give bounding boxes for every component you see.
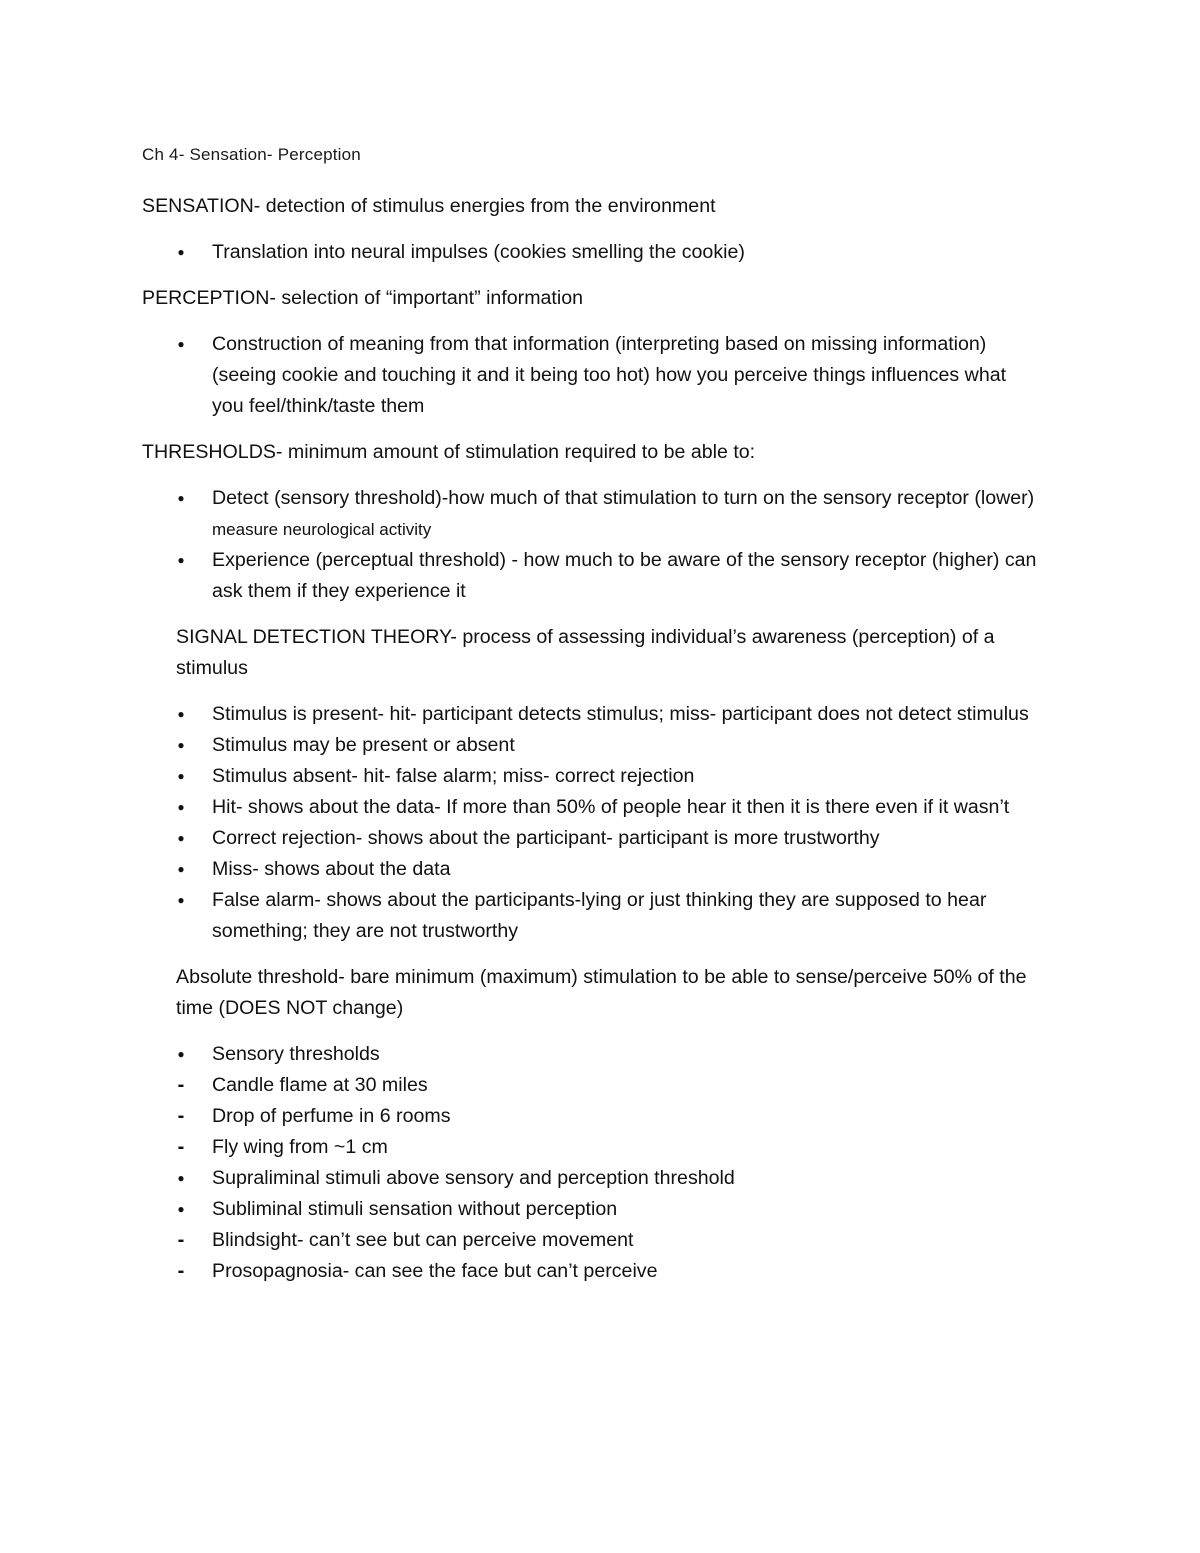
list-item-text: Experience (perceptual threshold) - how much to be aware of the sensory receptor (higher) can ask them if they experience it — [212, 549, 1037, 602]
list-item-text: Translation into neural impulses (cookies smelling the cookie) — [212, 241, 745, 263]
list-item-text: Construction of meaning from that information (interpreting based on missing information) (seeing cookie and touching it and it being too hot) how you perceive things influences what you feel/think/taste them — [212, 333, 1007, 417]
perception-definition: PERCEPTION- selection of “important” information — [142, 287, 584, 309]
list-item — [142, 823, 1042, 854]
list-item — [142, 237, 1042, 268]
bullet-icon — [171, 792, 191, 823]
absolute-threshold-definition: Absolute threshold- bare minimum (maximum) stimulation to be able to sense/perceive 50% of the time (DOES NOT change) — [176, 966, 1027, 1019]
list-item — [142, 1070, 1042, 1101]
bullet-icon — [171, 730, 191, 761]
bullet-icon — [171, 823, 191, 854]
dash-icon — [171, 1101, 191, 1132]
list-item — [142, 1194, 1042, 1225]
bullet-icon — [171, 885, 191, 916]
list-item — [142, 792, 1042, 823]
list-item — [142, 1039, 1042, 1070]
list-item — [142, 329, 1042, 422]
bullet-icon — [171, 1039, 191, 1070]
sensation-list — [142, 237, 1042, 268]
list-item-text: Prosopagnosia- can see the face but can’t perceive — [212, 1260, 658, 1282]
list-item-text: Subliminal stimuli sensation without perception — [212, 1198, 618, 1220]
list-item — [142, 1225, 1042, 1256]
list-item — [142, 483, 1042, 545]
bullet-icon — [171, 699, 191, 730]
list-item-text: Sensory thresholds — [212, 1043, 380, 1065]
bullet-icon — [171, 237, 191, 268]
list-item-text: Hit- shows about the data- If more than 50% of people hear it then it is there even if it wasn’t — [212, 796, 1010, 818]
list-item — [142, 1256, 1042, 1287]
list-item-text: Detect (sensory threshold)-how much of that stimulation to turn on the sensory receptor (lower) — [212, 487, 1035, 509]
bullet-icon — [171, 1194, 191, 1225]
list-item-text: Candle flame at 30 miles — [212, 1074, 428, 1096]
list-item — [142, 761, 1042, 792]
list-item-text: Blindsight- can’t see but can perceive movement — [212, 1229, 634, 1251]
absolute-threshold-list — [142, 1039, 1042, 1287]
list-item-text: Supraliminal stimuli above sensory and perception threshold — [212, 1167, 735, 1189]
bullet-icon — [171, 483, 191, 514]
thresholds-definition: THRESHOLDS- minimum amount of stimulation required to be able to: — [142, 441, 756, 463]
list-item-note: measure neurological activity — [212, 520, 432, 539]
bullet-icon — [171, 761, 191, 792]
list-item — [142, 1101, 1042, 1132]
bullet-icon — [171, 545, 191, 576]
bullet-icon — [171, 329, 191, 360]
list-item — [142, 1132, 1042, 1163]
bullet-icon — [171, 854, 191, 885]
thresholds-list — [142, 483, 1042, 607]
dash-icon — [171, 1256, 191, 1287]
list-item-text: Stimulus is present- hit- participant detects stimulus; miss- participant does not detect stimulus — [212, 703, 1029, 725]
list-item-text: Stimulus may be present or absent — [212, 734, 515, 756]
bullet-icon — [171, 1163, 191, 1194]
list-item — [142, 885, 1042, 947]
sensation-definition: SENSATION- detection of stimulus energies from the environment — [142, 195, 716, 217]
list-item-text: Stimulus absent- hit- false alarm; miss- correct rejection — [212, 765, 695, 787]
dash-icon — [171, 1225, 191, 1256]
list-item — [142, 730, 1042, 761]
list-item — [142, 545, 1042, 607]
dash-icon — [171, 1132, 191, 1163]
document-body — [142, 139, 1042, 1302]
list-item-text: False alarm- shows about the participants-lying or just thinking they are supposed to hear something; they are not trustworthy — [212, 889, 987, 942]
list-item — [142, 854, 1042, 885]
list-item-text: Fly wing from ~1 cm — [212, 1136, 388, 1158]
list-item-text: Miss- shows about the data — [212, 858, 451, 880]
perception-list — [142, 329, 1042, 422]
list-item-text: Correct rejection- shows about the participant- participant is more trustworthy — [212, 827, 880, 849]
dash-icon — [171, 1070, 191, 1101]
list-item — [142, 1163, 1042, 1194]
list-item-text: Drop of perfume in 6 rooms — [212, 1105, 451, 1127]
list-item — [142, 699, 1042, 730]
signal-detection-definition: SIGNAL DETECTION THEORY- process of assessing individual’s awareness (perception) of a stimulus — [176, 626, 995, 679]
signal-detection-list — [142, 699, 1042, 947]
page-header: Ch 4- Sensation- Perception — [142, 145, 361, 164]
